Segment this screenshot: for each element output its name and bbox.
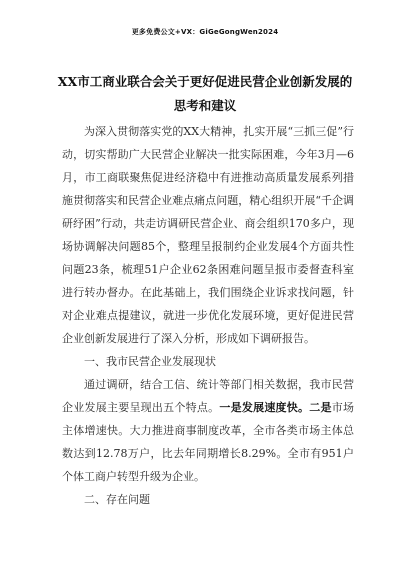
section-1-paragraph [62,373,354,488]
document-title: XX市工商业联合会关于更好促进民营企业创新发展的思考和建议 [57,74,353,113]
intro-paragraph: 为深入贯彻落实党的XX大精神，扎实开展“三抓三促”行动，切实帮助广大民营企业解决一批实际困难，今年3月—6月，市工商联聚焦促进经济稳中有进推动高质量发展系列措施贯彻落实和民营企业难点痛点问题，精心组织开展“千企调研纾困”行动，共走访调研民营企业、商会组织170多户，现场协调解决问题85个，整理呈报制约企业发展4个方面共性问题23条，梳理51户企业62条困难问题呈报市委督查科室进行转办督办。在此基础上，我们围绕企业诉求找问题，针对企业难点提建议，就进一步优化发展环境，更好促进民营企业创新发展进行了深入分析，形成如下调研报告。 [62,125,354,345]
section-1-lead: 通过调研，结合工信、统计等部门相关数据，我市民营企业发展主要呈现出五个特点。 [62,378,354,414]
section-heading-2: 二、存在问题 [84,493,150,506]
point-2-text: 市场主体增速快。大力推进商事制度改革，全市各类市场主体总数达到12.78万户，比去年同期增长8.29%。全市有951户个体工商户转型升级为企业。 [62,401,355,483]
section-heading-1: 一、我市民营企业发展现状 [84,355,216,368]
point-2-title: 二是 [309,401,332,414]
point-1-title: 一是发展速度快。 [219,401,310,414]
header-note: 更多免费公文+VX：GiGeGongWen2024 [131,28,279,36]
document-body [62,120,354,511]
